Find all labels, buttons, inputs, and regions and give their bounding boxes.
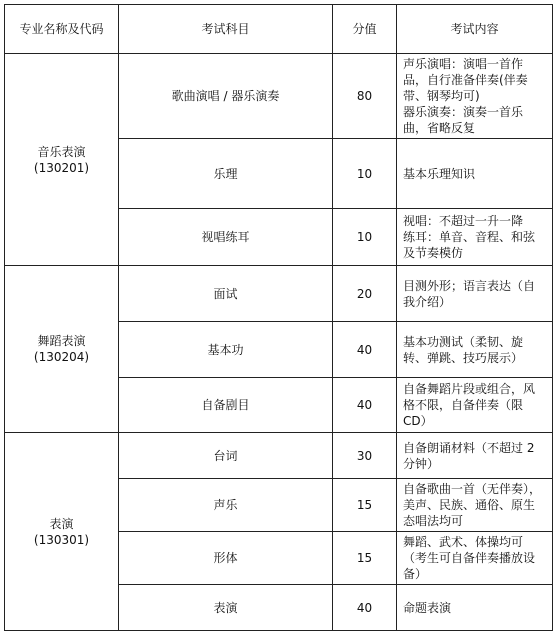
major-name: 舞蹈表演 <box>37 334 86 348</box>
major-code: (130301) <box>33 532 90 547</box>
content-line: 器乐演奏：演奏一首乐曲，省略反复 <box>403 105 524 135</box>
subject-cell: 乐理 <box>119 139 333 209</box>
score-cell: 40 <box>333 585 397 631</box>
content-cell <box>397 433 553 479</box>
major-cell <box>5 433 119 631</box>
content-cell <box>397 378 553 433</box>
subject-cell: 声乐 <box>119 479 333 532</box>
subject-cell: 歌曲演唱 / 器乐演奏 <box>119 54 333 139</box>
header-content: 考试内容 <box>397 5 553 54</box>
table-row <box>5 54 553 139</box>
content-cell <box>397 479 553 532</box>
major-name: 音乐表演 <box>37 144 86 159</box>
score-cell: 10 <box>333 139 397 209</box>
subject-cell: 视唱练耳 <box>119 209 333 266</box>
table-row <box>5 433 553 479</box>
content-cell <box>397 209 553 266</box>
score-cell: 40 <box>333 378 397 433</box>
subject-cell: 台词 <box>119 433 333 479</box>
content-line: 自备歌曲一首（无伴奏），美声、民族、通俗、原生态唱法均可 <box>403 482 542 528</box>
content-line: 自备舞蹈片段或组合，风格不限，自备伴奏（限 CD） <box>403 382 536 428</box>
header-row <box>5 5 553 54</box>
content-cell <box>397 532 553 585</box>
score-cell: 80 <box>333 54 397 139</box>
subject-cell: 面试 <box>119 266 333 322</box>
content-cell <box>397 139 553 209</box>
header-subject: 考试科目 <box>119 5 333 54</box>
subject-cell: 自备剧目 <box>119 378 333 433</box>
content-cell <box>397 266 553 322</box>
major-code: (130201) <box>33 160 90 175</box>
header-major: 专业名称及代码 <box>5 5 119 54</box>
major-code: (130204) <box>33 350 90 364</box>
score-cell: 15 <box>333 532 397 585</box>
major-cell <box>5 266 119 433</box>
score-cell: 15 <box>333 479 397 532</box>
score-cell: 40 <box>333 322 397 378</box>
subject-cell: 基本功 <box>119 322 333 378</box>
content-line: 舞蹈、武术、体操均可（考生可自备伴奏播放设备） <box>403 535 536 581</box>
content-line: 基本乐理知识 <box>403 166 476 181</box>
score-cell: 30 <box>333 433 397 479</box>
content-line: 视唱：不超过一升一降 <box>403 214 524 228</box>
subject-cell: 形体 <box>119 532 333 585</box>
content-cell <box>397 585 553 631</box>
content-line: 练耳：单音、音程、和弦及节奏模仿 <box>403 230 536 260</box>
major-cell <box>5 54 119 266</box>
header-score: 分值 <box>333 5 397 54</box>
content-cell <box>397 54 553 139</box>
major-name: 表演 <box>49 516 74 531</box>
content-cell <box>397 322 553 378</box>
content-line: 目测外形；语言表达（自我介绍） <box>403 278 536 309</box>
content-line: 声乐演唱：演唱一首作品，自行准备伴奏(伴奏带、钢琴均可) <box>403 57 528 103</box>
score-cell: 10 <box>333 209 397 266</box>
score-cell: 20 <box>333 266 397 322</box>
content-line: 基本功测试（柔韧、旋转、弹跳、技巧展示） <box>403 334 524 365</box>
content-line: 自备朗诵材料（不超过 2 分钟） <box>403 440 535 471</box>
table-row <box>5 266 553 322</box>
content-line: 命题表演 <box>403 600 452 615</box>
exam-table <box>4 4 553 631</box>
subject-cell: 表演 <box>119 585 333 631</box>
